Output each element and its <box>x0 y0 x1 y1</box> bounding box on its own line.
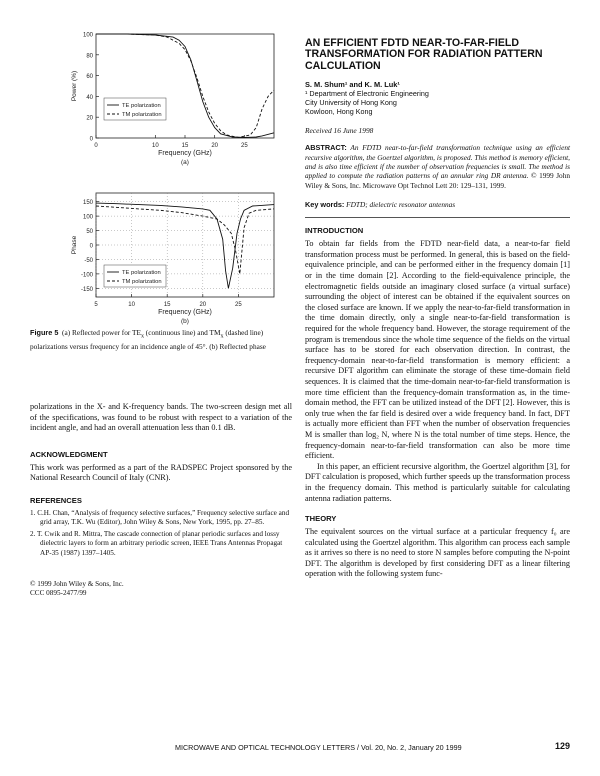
series-line <box>96 34 274 138</box>
figure-caption <box>30 328 292 352</box>
x-tick-label: 25 <box>240 143 248 149</box>
y-tick-label: -100 <box>80 272 93 279</box>
legend-entry: TM polarization <box>122 279 162 286</box>
affiliation-line: Kowloon, Hong Kong <box>305 107 373 117</box>
y-tick-label: 100 <box>82 32 93 39</box>
page-number: 129 <box>554 741 570 751</box>
copyright-block <box>30 580 292 599</box>
abstract-tail: © 1999 John Wiley & Sons, Inc. Microwave Opt Technol Lett 20: 129–131, 1999. <box>305 171 570 190</box>
caption-text-3: (dashed line) polarizations versus frequency for an incidence angle of 45°. (b) Reflected phase <box>30 328 266 352</box>
caption-sub-1: x <box>140 333 144 340</box>
legend-entry: TE polarization <box>122 103 161 110</box>
continued-paragraph: polarizations in the X- and K-frequency bands. The two-screen design met all of the specifications, was found to be robust with respect to a variation of the incident angle, and had an overall attenuation less than 0.1 dB. <box>30 402 292 433</box>
y-tick-label: 0 <box>89 243 93 250</box>
x-tick-label: 10 <box>128 302 135 308</box>
series-line <box>96 206 274 277</box>
chart-panel-a <box>30 18 292 176</box>
series-line <box>96 34 274 138</box>
y-axis-label: Power (%) <box>71 70 78 102</box>
x-tick-label: 15 <box>181 143 189 149</box>
reference-item: 1. C.H. Chan, “Analysis of frequency selective surfaces,” Frequency selective surface and grid array, T.K. Wu (Editor), John Wiley & Sons, New York, 1995, pp. 27–85. <box>30 508 290 527</box>
figure-label: Figure 5 <box>30 328 59 337</box>
chart-panel-b <box>30 183 292 333</box>
x-tick-label: 20 <box>211 143 219 149</box>
x-tick-label: 10 <box>151 143 159 149</box>
x-tick-label: 20 <box>199 302 207 308</box>
article-title: AN EFFICIENT FDTD NEAR-TO-FAR-FIELD TRANSFORMATION FOR RADIATION PATTERN CALCULATION <box>305 37 543 72</box>
abstract-label: ABSTRACT: <box>305 143 347 153</box>
y-axis-label: Phase <box>71 235 78 255</box>
legend-entry: TE polarization <box>122 270 161 277</box>
keywords-text: FDTD; dielectric resonator antennas <box>344 200 456 210</box>
x-axis-label: Frequency (GHz) <box>158 150 212 157</box>
caption-text-1: (a) Reflected power for TE <box>62 328 141 337</box>
affiliation <box>305 89 570 116</box>
x-tick-label: 25 <box>235 302 242 308</box>
abstract <box>305 143 570 190</box>
introduction-heading: INTRODUCTION <box>305 226 364 236</box>
x-tick-label: 15 <box>163 302 171 308</box>
y-tick-label: 40 <box>86 94 93 101</box>
journal-footer: MICROWAVE AND OPTICAL TECHNOLOGY LETTERS / Vol. 20, No. 2, January 20 1999 <box>175 743 462 752</box>
keywords-label: Key words: <box>305 200 345 210</box>
panel-label: (a) <box>181 159 189 166</box>
keywords <box>305 200 570 209</box>
right-column <box>305 38 570 580</box>
y-tick-label: 100 <box>82 214 93 221</box>
references-list <box>30 509 292 558</box>
figure-5 <box>30 18 292 338</box>
left-column-text <box>30 402 292 599</box>
plot-frame <box>96 34 274 138</box>
y-tick-label: 0 <box>89 136 93 143</box>
caption-text-2: (continuous line) and TM <box>143 328 221 337</box>
y-tick-label: 150 <box>82 200 93 207</box>
y-tick-label: 50 <box>86 229 93 236</box>
ack-heading: ACKNOWLEDGMENT <box>30 449 108 459</box>
y-tick-label: 20 <box>86 115 93 122</box>
y-tick-label: 60 <box>86 74 93 81</box>
page-footer <box>175 743 570 752</box>
y-tick-label: 80 <box>86 53 93 60</box>
theory-paragraph-1: The equivalent sources on the virtual surface at a particular frequency f₀ are calculated using the Goertzel algorithm. This algorithm can process each sample as it arrives so there is no need to store N samples before computing the N-point DFT. The algorithm is developed by first considering DFT as a linear filtering operation with the following system func- <box>305 527 570 579</box>
ccc-line: CCC 0895-2477/99 <box>30 589 87 598</box>
y-tick-label: -50 <box>84 257 93 264</box>
x-tick-label: 0 <box>94 143 98 149</box>
authors: S. M. Shum¹ and K. M. Luk¹ <box>305 80 400 90</box>
references-heading: REFERENCES <box>30 495 82 505</box>
theory-heading: THEORY <box>305 514 337 524</box>
x-axis-label: Frequency (GHz) <box>158 309 212 316</box>
caption-sub-2: x <box>220 333 224 340</box>
reference-item: 2. T. Cwik and R. Mittra, The cascade connection of planar periodic surfaces and lossy dielectric layers to form an arbitrary periodic screen, IEEE Trans Antennas Propagat AP-35 (1987) 1397–1405. <box>30 529 283 557</box>
x-tick-label: 5 <box>94 302 98 308</box>
received-date: Received 16 June 1998 <box>305 126 374 136</box>
section-divider <box>305 217 570 218</box>
intro-paragraph-2: In this paper, an efficient recursive algorithm, the Goertzel algorithm [3], for DFT calculation is proposed, which further speeds up the transformation process in the frequency domain. This method is particularly suitable for calculating antenna radiation patterns. <box>305 461 570 503</box>
ack-text: This work was performed as a part of the RADSPEC Project sponsored by the National Research Council of Italy (CNR). <box>30 462 292 483</box>
affiliation-line: ¹ Department of Electronic Engineering <box>305 89 429 99</box>
affiliation-line: City University of Hong Kong <box>305 98 397 108</box>
y-tick-label: -150 <box>80 286 93 293</box>
legend-entry: TM polarization <box>122 112 162 119</box>
panel-label: (b) <box>181 318 189 325</box>
abstract-text: An FDTD near-to-far-field transformation technique using an efficient recursive algorithm, the Goertzel algorithm, is proposed. This method is memory efficient, and is also time efficient if the number of observation frequencies is small. The method is applied to compute the radiation patterns of an annular ring DR antenna. <box>305 143 570 181</box>
intro-paragraph-1: To obtain far fields from the FDTD near-field data, a near-to-far field transformation process must be performed. In general, this is based on the field-equivalence principle, and can be performed either in the frequency domain [1] or in the time domain [2]. According to the field-equivalence principle, the electromagnetic fields outside an imaginary closed surface (a virtual surface) surrounding the object of interest can be obtained if the equivalent sources on the closed surface are known. If we apply the near-to-far-field transformation in the time domain directly, only a single near-to-far-field transformation is required for the whole frequency band. However, the storage requirement of the program is tremendous since the whole time sequence of the fields on the virtual surface has to be stored for each observation direction. In contrast, the frequency-domain near-to-far-field transformation is memory efficient: a recursive DFT algorithm can eliminate the storage of these time-domain field sequences. It is claimed that the time-domain near-to-far-field transformation is more time efficient than the frequency-domain transformation as, in the time-domain method, the FFT can be utilized instead of the DFT [2]. However, this is only true when the far field is desired over a wide frequency band. In fact, DFT is actually more efficient than FFT when the number of observation frequencies M is smaller than log₂ N, where N is the total number of time steps. Hence, the frequency-domain near-to-far-field transformation can also be more time efficient. <box>305 239 570 461</box>
copyright-line: © 1999 John Wiley & Sons, Inc. <box>30 580 124 588</box>
